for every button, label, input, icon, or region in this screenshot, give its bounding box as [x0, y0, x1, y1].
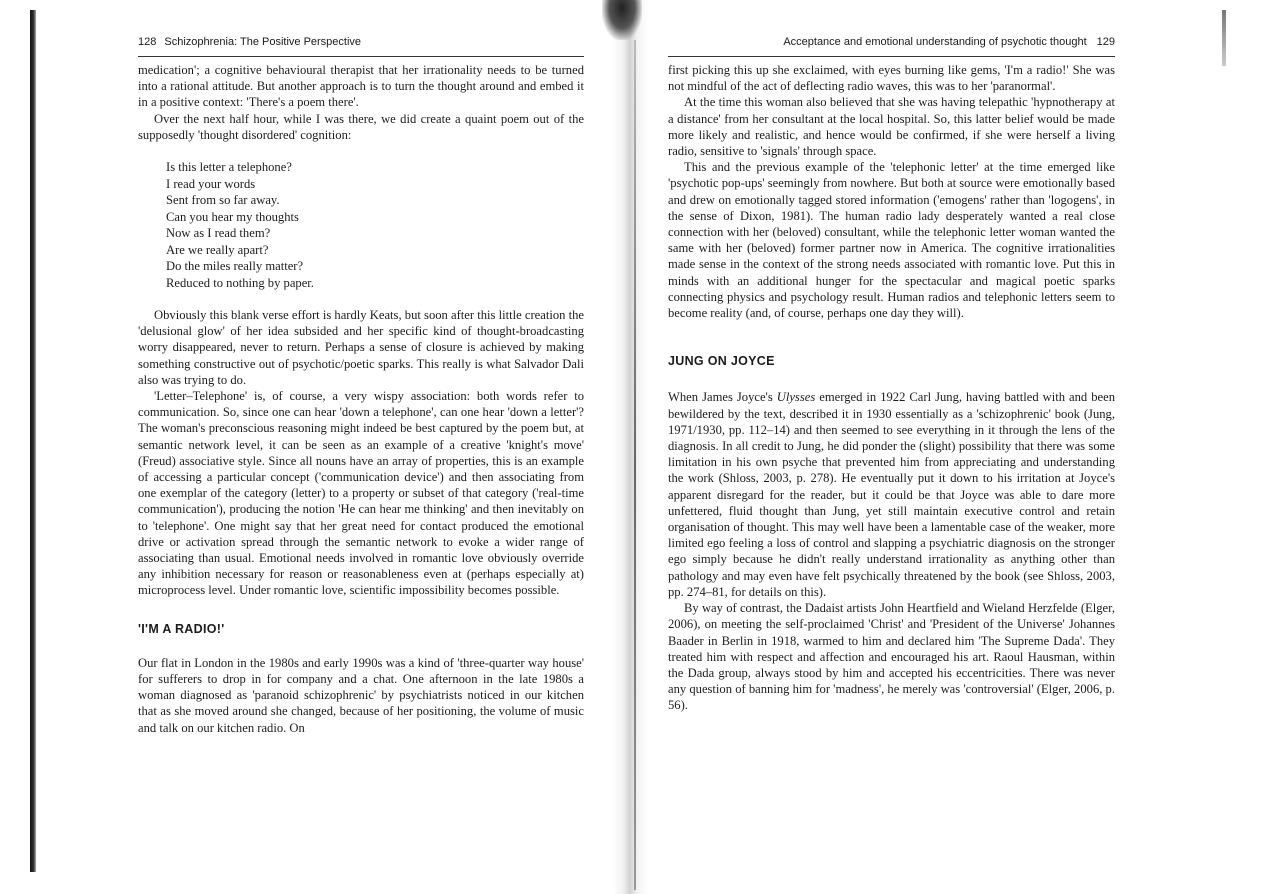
right-paragraph-5: By way of contrast, the Dadaist artists John Heartfield and Wieland Herzfelde (Elger, 2006), on meeting the self-proclaimed 'Christ' and 'President of the Universe' Johannes Baader in Berlin in 1918, warmed to him and declared him 'The Supreme Dada'. They treated him with respect and affection and encouraged his art. Raoul Hausman, within the Dada group, always stood by him and accepted his eccentricities. There was never any question of banning him for 'madness', he merely was 'controversial' (Elger, 2006, p. 56).: [668, 601, 1115, 713]
poem-line: Sent from so far away.: [166, 193, 280, 208]
right-page-number: 129: [1096, 36, 1115, 48]
scan-edge-right: [1222, 10, 1226, 66]
right-paragraph-1: first picking this up she exclaimed, with eyes burning like gems, 'I'm a radio!' She was not mindful of the act of deflecting radio waves, this was to her 'paranormal'.: [668, 63, 1115, 94]
left-paragraph-1: medication'; a cognitive behavioural therapist that her irrationality needs to be turned into a rational attitude. But another approach is to turn the thought around and embed it in a positive context: 'There's a poem there'.: [138, 63, 584, 110]
right-running-head: [668, 32, 1115, 52]
poem-line: Can you hear my thoughts: [166, 209, 299, 224]
section-heading-jung-on-joyce: JUNG ON JOYCE: [668, 354, 775, 369]
right-running-title: Acceptance and emotional understanding of psychotic thought: [783, 36, 1087, 48]
poem-line: Do the miles really matter?: [166, 259, 304, 274]
left-paragraph-5: Our flat in London in the 1980s and early 1990s was a kind of 'three-quarter way house' for sufferers to drop in for company and a chat. One afternoon in the late 1980s a woman diagnosed as 'paranoid schizophrenic' by psychiatrists noticed in our kitchen that as she moved around she changed, because of her positioning, the volume of music and talk on our kitchen radio. On: [138, 655, 584, 735]
gutter-scan-line: [634, 40, 636, 890]
gutter-scan-mark: [602, 0, 642, 40]
left-paragraph-3: Obviously this blank verse effort is hardly Keats, but soon after this little creation the 'delusional glow' of her idea subsided and her specific kind of thought-broadcasting worry disappeared, never to return. Perhaps a sense of closure is achieved by making something constructive out of psychotic/poetic sparks. This really is what Salvador Dali also was trying to do.: [138, 308, 584, 387]
paragraph-text: emerged in 1922 Carl Jung, having battled with and been bewildered by the text, described it in 1930 essentially as a 'schizophrenic' book (Jung, 1971/1930, pp. 112–14) and then seemed to see everything in it through the lens of the diagnosis. In all credit to Jung, he did ponder the (slight) possibility that there was some limitation in his own psyche that prevented him from appreciating and understanding the work (Shloss, 2003, p. 278). He eventually put it down to his irritation at Joyce's apparent disregard for the reader, but it could be that Joyce was able to dare more unfettered, fluid thought than Jung, yet still maintain executive control and retain organisation of thought. This may well have been a lamentable case of the weaker, more limited ego feeling a loss of control and slapping a psychiatric diagnosis on the stronger ego simply because he didn't really understand irrationality as anything other than pathology and may even have felt psychically threatened by the book (see Shloss, 2003, pp. 274–81, for details on this).: [668, 390, 1116, 599]
left-running-head: [138, 32, 584, 52]
book-gutter-shadow: [612, 0, 648, 894]
poem-line: Are we really apart?: [166, 242, 269, 257]
poem-line: Is this letter a telephone?: [166, 160, 292, 175]
right-paragraph-4: [668, 389, 1115, 600]
right-page-body: [668, 62, 1115, 714]
left-paragraph-2: Over the next half hour, while I was there, we did create a quaint poem out of the supposedly 'thought disordered' cognition:: [138, 111, 584, 142]
left-page-body: [138, 62, 584, 736]
left-paragraph-4: 'Letter–Telephone' is, of course, a very wispy association: both words refer to communication. So, since one can hear 'down a telephone', can one hear 'down a letter'? The woman's preconscious reasoning might indeed be best captured by the poem but, at semantic network level, it can be seen as an example of a creative 'knight's move' (Freud) associative style. Since all nouns have an array of properties, this is an example of accessing a particular concept ('communication device') and then associating from one exemplar of the category (letter) to a property or subset of that category ('real-time communication'), producing the notion 'He can hear me thinking' and then inevitably on to 'telephone'. One might say that her great need for contact produced the emotional drive or activation spread through the semantic network to evoke a wider range of associating than usual. Emotional needs involved in romantic love obviously override any inhibition necessary for reason or reasonableness even at (perhaps especially at) microprocess level. Under romantic love, scientific impossibility becomes possible.: [138, 389, 584, 598]
left-page-number: 128: [138, 36, 157, 48]
poem-line: Reduced to nothing by paper.: [166, 275, 314, 290]
left-header-rule: [138, 56, 584, 57]
section-heading-im-a-radio: 'I'M A RADIO!': [138, 621, 225, 636]
book-title-ulysses: Ulysses: [776, 390, 816, 405]
scan-edge-left: [30, 10, 36, 872]
poem-line: I read your words: [166, 176, 256, 191]
right-header-rule: [668, 56, 1115, 57]
left-running-title: Schizophrenia: The Positive Perspective: [164, 36, 362, 48]
right-paragraph-3: This and the previous example of the 'telephonic letter' at the time emerged like 'psychotic pop-ups' seemingly from nowhere. But both at source were emotionally based and drew on emotionally tagged stored information ('emogens' rather than 'logogens', in the sense of Dixon, 1981). The human radio lady desperately wanted a real close connection with her (beloved) consultant, while the telephonic letter woman wanted the same with her (beloved) former partner now in America. The cognitive irrationalities made sense in the context of the strong needs associated with romantic love. Put this in minds with an additional hunger for the spectacular and magical poetic sparks connecting physics and psychology result. Human radios and telephonic letters seem to become reality (and, of course, perhaps one day they will).: [668, 160, 1115, 321]
paragraph-text: When James Joyce's: [668, 390, 777, 405]
poem: [166, 159, 584, 291]
poem-line: Now as I read them?: [166, 226, 271, 241]
right-paragraph-2: At the time this woman also believed that she was having telepathic 'hypnotherapy at a distance' from her consultant at the local hospital. So, this latter belief would be made more likely and realistic, and hence would be confirmed, if she were herself a living radio, sensitive to 'signals' through space.: [668, 95, 1115, 159]
